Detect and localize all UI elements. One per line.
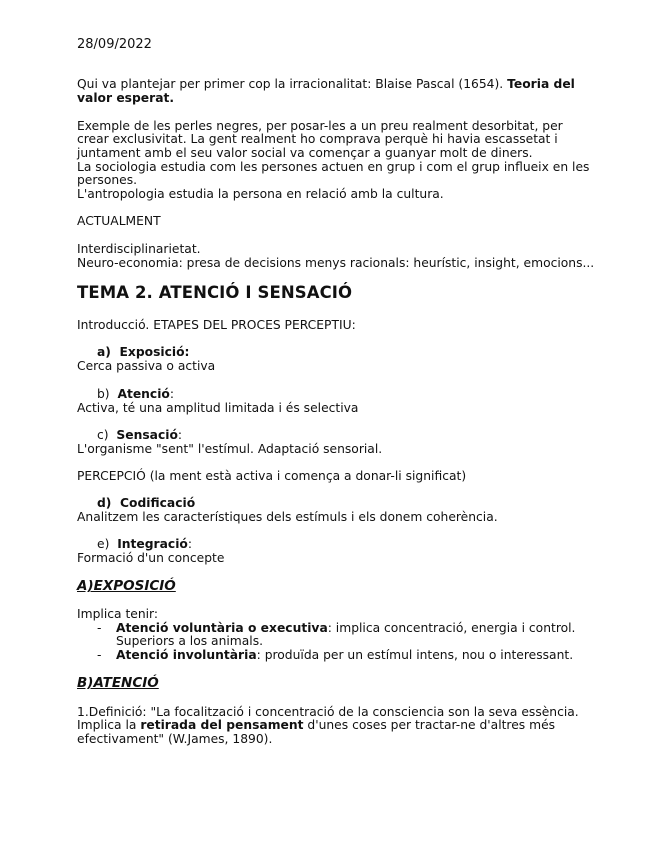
definition-text: Implica la: [77, 718, 141, 732]
date: 28/09/2022: [77, 37, 152, 52]
stage-d-desc: Analitzem les característiques dels estímuls i els donem coherència.: [77, 510, 498, 524]
intro-text: Qui va plantejar per primer cop la irracionalitat: Blaise Pascal (1654).: [77, 77, 508, 91]
introduccio: Introducció. ETAPES DEL PROCES PERCEPTIU:: [77, 318, 356, 332]
example-line: Exemple de les perles negres, per posar-les a un preu realment desorbitat, per: [77, 119, 563, 133]
stage-d-heading: [97, 496, 195, 510]
intro-line-1: [77, 77, 575, 91]
intro-line-2: valor esperat.: [77, 91, 175, 105]
actualment-heading: ACTUALMENT: [77, 214, 161, 228]
stage-c-desc: L'organisme "sent" l'estímul. Adaptació sensorial.: [77, 442, 383, 456]
stage-a-heading: [97, 345, 189, 359]
definition-line-1: 1.Definició: "La focalització i concentració de la consciencia son la seva essència.: [77, 705, 579, 719]
example-line: L'antropologia estudia la persona en relació amb la cultura.: [77, 187, 444, 201]
tema-title: TEMA 2. ATENCIÓ I SENSACIÓ: [77, 283, 353, 302]
example-line: persones.: [77, 173, 138, 187]
stage-e-desc: Formació d'un concepte: [77, 551, 225, 565]
bullet-item: [116, 648, 573, 662]
example-line: La sociologia estudia com les persones actuen en grup i com el grup influeix en les: [77, 160, 590, 174]
stage-b-marker: b): [97, 387, 110, 401]
stage-b-heading: [97, 387, 174, 401]
section-a-lead: Implica tenir:: [77, 607, 159, 621]
definition-text: d'unes coses per tractar-ne d'altres més: [303, 718, 556, 732]
bullet-rest: : implica concentració, energia i control.: [327, 621, 576, 635]
bullet-dash: -: [97, 648, 102, 662]
definition-line-3: efectivament" (W.James, 1890).: [77, 732, 273, 746]
bullet-dash: -: [97, 621, 102, 635]
bullet-item: [116, 621, 575, 635]
stage-c-colon: :: [177, 428, 183, 442]
definition-line-2: [77, 718, 555, 732]
stage-d-term: Codificació: [120, 496, 196, 510]
stage-e-heading: [97, 537, 192, 551]
bullet-term: Atenció voluntària o executiva: [116, 621, 328, 635]
interdisciplinarietat: Interdisciplinarietat.: [77, 242, 201, 256]
example-line: crear exclusivitat. La gent realment ho comprava perquè hi havia escassetat i: [77, 132, 558, 146]
stage-a-desc: Cerca passiva o activa: [77, 359, 216, 373]
intro-bold: Teoria del: [507, 77, 575, 91]
stage-a-marker: a): [97, 345, 111, 359]
stage-d-marker: d): [97, 496, 112, 510]
section-a-title: A)EXPOSICIÓ: [77, 578, 176, 594]
definition-bold: retirada del pensament: [140, 718, 304, 732]
stage-b-term: Atenció: [117, 387, 170, 401]
stage-c-term: Sensació: [116, 428, 178, 442]
bullet-continuation: Superiors a los animals.: [116, 634, 264, 648]
stage-e-term: Integració: [117, 537, 188, 551]
example-line: juntament amb el seu valor social va començar a guanyar molt de diners.: [77, 146, 533, 160]
stage-e-marker: e): [97, 537, 110, 551]
stage-e-colon: :: [187, 537, 193, 551]
stage-a-term: Exposició:: [119, 345, 190, 359]
stage-b-colon: :: [169, 387, 175, 401]
stage-c-heading: [97, 428, 182, 442]
percepcio: PERCEPCIÓ (la ment està activa i comença a donar-li significat): [77, 469, 467, 483]
bullet-rest: : produïda per un estímul intens, nou o interessant.: [256, 648, 574, 662]
section-b-title: B)ATENCIÓ: [77, 675, 159, 691]
stage-b-desc: Activa, té una amplitud limitada i és selectiva: [77, 401, 359, 415]
stage-c-marker: c): [97, 428, 109, 442]
bullet-term: Atenció involuntària: [116, 648, 257, 662]
neuro-economia: Neuro-economia: presa de decisions menys racionals: heurístic, insight, emocions...: [77, 256, 595, 270]
